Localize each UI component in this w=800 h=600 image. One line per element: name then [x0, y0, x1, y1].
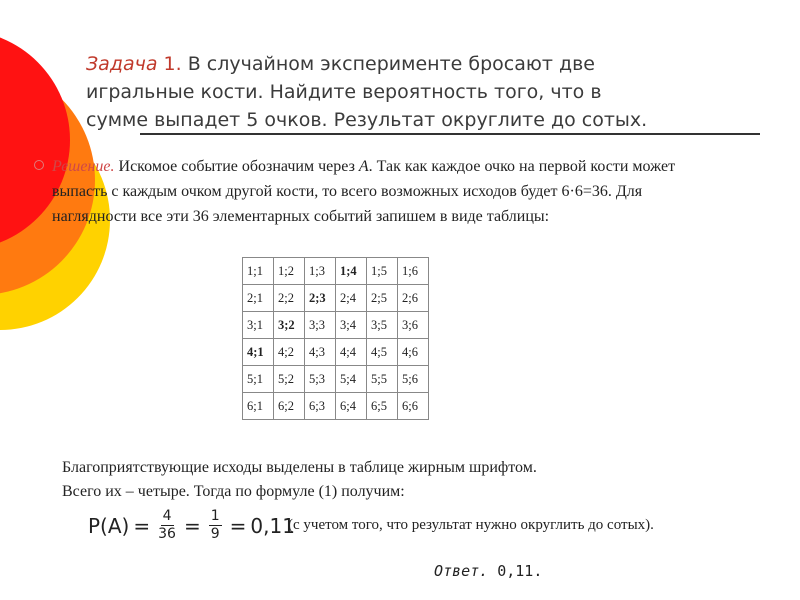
table-cell: 5;2	[274, 366, 305, 393]
task-label: Задача	[86, 53, 158, 75]
fraction-numerator: 4	[162, 508, 172, 524]
table-cell: 1;1	[243, 258, 274, 285]
table-row	[243, 258, 429, 285]
table-cell: 3;3	[305, 312, 336, 339]
table-cell: 1;2	[274, 258, 305, 285]
table-cell: 1;4	[336, 258, 367, 285]
formula-lhs: P(A)	[88, 513, 130, 538]
rounding-note: (с учетом того, что результат нужно округлить до сотых).	[288, 517, 654, 533]
task-text-line2: игральные кости. Найдите вероятность того, что в	[86, 81, 602, 103]
table-cell: 2;2	[274, 285, 305, 312]
table-cell: 4;3	[305, 339, 336, 366]
table-cell: 6;5	[367, 393, 398, 420]
formula-equals-3: =	[229, 513, 247, 538]
table-row	[243, 312, 429, 339]
formula-result: 0,11	[250, 513, 295, 538]
table-cell: 5;5	[367, 366, 398, 393]
outcomes-table	[242, 257, 429, 420]
table-cell: 4;6	[398, 339, 429, 366]
table-cell: 5;1	[243, 366, 274, 393]
table-cell: 6;4	[336, 393, 367, 420]
conclusion-line2: Всего их – четыре. Тогда по формуле (1) получим:	[62, 483, 405, 500]
table-cell: 3;4	[336, 312, 367, 339]
answer-value: 0,11.	[497, 562, 543, 580]
table-cell: 5;4	[336, 366, 367, 393]
bullet-icon	[34, 160, 44, 170]
table-cell: 4;5	[367, 339, 398, 366]
fraction-numerator: 1	[210, 508, 220, 524]
table-cell: 6;1	[243, 393, 274, 420]
table-cell: 2;4	[336, 285, 367, 312]
solution-label: Решение.	[52, 158, 115, 175]
table-cell: 2;5	[367, 285, 398, 312]
table-cell: 5;3	[305, 366, 336, 393]
probability-formula	[88, 508, 295, 543]
fraction-1-9	[209, 508, 222, 543]
event-variable: A	[358, 158, 369, 175]
table-cell: 2;6	[398, 285, 429, 312]
table-row	[243, 339, 429, 366]
fraction-denominator: 36	[158, 526, 176, 542]
table-cell: 1;6	[398, 258, 429, 285]
formula-equals-1: =	[133, 513, 151, 538]
table-cell: 3;5	[367, 312, 398, 339]
table-cell: 5;6	[398, 366, 429, 393]
table-cell: 6;3	[305, 393, 336, 420]
solution-text-before: Искомое событие обозначим через	[118, 158, 355, 175]
answer	[434, 562, 542, 580]
table-cell: 2;3	[305, 285, 336, 312]
table-cell: 6;6	[398, 393, 429, 420]
fraction-4-36	[158, 508, 176, 543]
table-cell: 3;6	[398, 312, 429, 339]
table-cell: 3;2	[274, 312, 305, 339]
conclusion-paragraph	[62, 456, 762, 504]
table-cell: 4;1	[243, 339, 274, 366]
solution-paragraph	[52, 154, 722, 229]
table-row	[243, 393, 429, 420]
task-title	[86, 50, 726, 134]
title-underline	[140, 133, 760, 135]
table-row	[243, 285, 429, 312]
conclusion-line1: Благоприятствующие исходы выделены в таблице жирным шрифтом.	[62, 459, 537, 476]
table-cell: 2;1	[243, 285, 274, 312]
task-number: 1.	[163, 53, 182, 75]
table-cell: 3;1	[243, 312, 274, 339]
table-cell: 4;4	[336, 339, 367, 366]
table-cell: 1;5	[367, 258, 398, 285]
task-text-line1: В случайном эксперименте бросают две	[187, 53, 595, 75]
table-cell: 4;2	[274, 339, 305, 366]
fraction-denominator: 9	[210, 526, 220, 542]
formula-equals-2: =	[183, 513, 201, 538]
answer-label: Ответ.	[434, 562, 489, 580]
solution-text-after: . Так как каждое очко на первой кости может выпасть с каждым очком другой кости, то всего возможных исходов будет 6·6=36. Для наглядности все эти 36 элементарных событий запишем в виде таблицы:	[52, 158, 676, 225]
task-text-line3: сумме выпадет 5 очков. Результат округлите до сотых.	[86, 109, 648, 131]
table-cell: 1;3	[305, 258, 336, 285]
table-row	[243, 366, 429, 393]
table-cell: 6;2	[274, 393, 305, 420]
